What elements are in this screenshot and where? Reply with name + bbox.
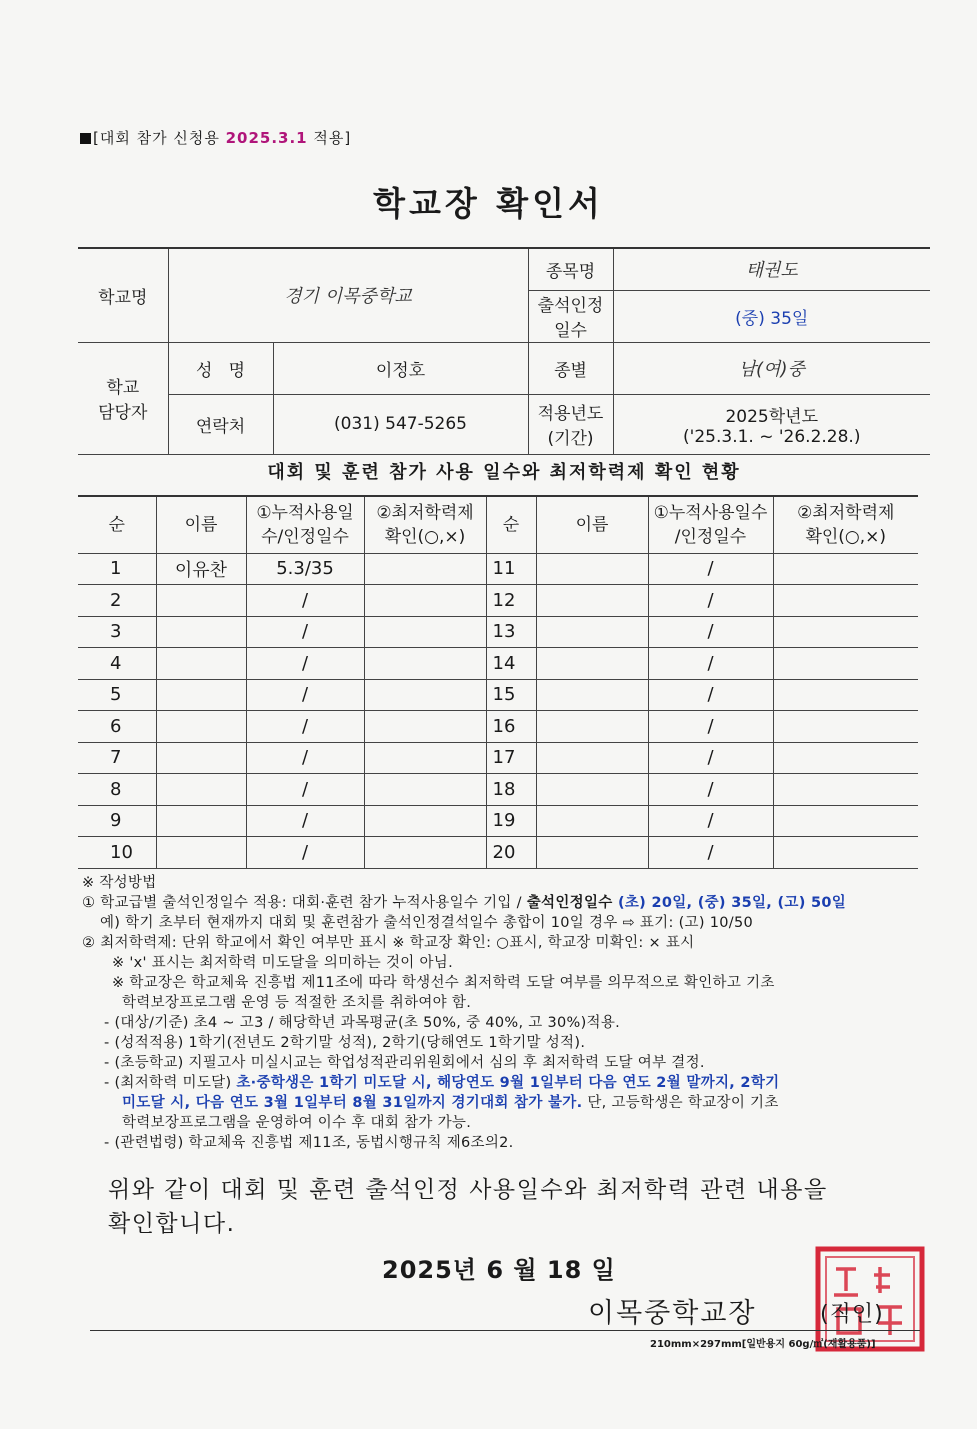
table-row bbox=[78, 585, 918, 617]
row-min-academic bbox=[364, 679, 486, 711]
row-name-right bbox=[536, 711, 648, 743]
row-days-right: / bbox=[648, 648, 773, 680]
table-row bbox=[78, 774, 918, 806]
notes-heading: ※ 작성방법 bbox=[82, 875, 157, 891]
row-days-right: / bbox=[648, 742, 773, 774]
table-row bbox=[78, 711, 918, 743]
row-seq: 9 bbox=[78, 805, 156, 837]
table-row bbox=[78, 679, 918, 711]
row-seq: 1 bbox=[78, 553, 156, 585]
detail-5: - (관련법령) 학교체육 진흥법 제11조, 동법시행규칙 제6조의2. bbox=[104, 1135, 514, 1151]
name-label: 성 명 bbox=[168, 342, 273, 394]
row-min-academic-right bbox=[773, 837, 918, 869]
note-2-x: ※ 'x' 표시는 최저학력 미도달을 의미하는 것이 아님. bbox=[112, 955, 454, 971]
row-seq-right: 16 bbox=[486, 711, 536, 743]
table-header-row bbox=[78, 496, 918, 553]
col-name-right: 이름 bbox=[536, 496, 648, 553]
contact-label: 연락처 bbox=[168, 394, 273, 454]
row-days: / bbox=[246, 805, 364, 837]
attendance-label: 출석인정 일수 bbox=[528, 290, 613, 342]
row-seq-right: 14 bbox=[486, 648, 536, 680]
row-seq-right: 19 bbox=[486, 805, 536, 837]
sport-value: 태권도 bbox=[613, 248, 930, 290]
contact-value: (031) 547-5265 bbox=[273, 394, 528, 454]
row-name bbox=[156, 585, 246, 617]
row-name bbox=[156, 616, 246, 648]
table-row bbox=[78, 616, 918, 648]
row-days-right: / bbox=[648, 553, 773, 585]
row-name-right bbox=[536, 585, 648, 617]
confirmation-text: 위와 같이 대회 및 훈련 출석인정 사용일수와 최저학력 관련 내용을 확인합니다. bbox=[108, 1177, 828, 1237]
row-name-right bbox=[536, 742, 648, 774]
note-2: ② 최저학력제: 단위 학교에서 확인 여부만 표시 ※ 학교장 확인: ○표시, 학교장 미확인: × 표시 bbox=[82, 935, 695, 951]
col-name: 이름 bbox=[156, 496, 246, 553]
attendance-value: (중) 35일 bbox=[613, 290, 930, 342]
row-seq-right: 20 bbox=[486, 837, 536, 869]
note-1-example: 예) 학기 초부터 현재까지 대회 및 훈련참가 출석인정결석일수 총합이 10일 경우 ⇨ 표기: (고) 10/50 bbox=[100, 915, 754, 931]
row-days-right: / bbox=[648, 805, 773, 837]
row-min-academic-right bbox=[773, 711, 918, 743]
row-days: / bbox=[246, 679, 364, 711]
row-seq: 7 bbox=[78, 742, 156, 774]
col-min-academic-right: ②최저학력제 확인(○,×) bbox=[773, 496, 918, 553]
row-days: / bbox=[246, 616, 364, 648]
row-name-right bbox=[536, 679, 648, 711]
row-seq-right: 11 bbox=[486, 553, 536, 585]
name-value: 이정호 bbox=[273, 342, 528, 394]
year-value: 2025학년도 ('25.3.1. ~ '26.2.28.) bbox=[613, 394, 930, 454]
row-seq-right: 17 bbox=[486, 742, 536, 774]
row-min-academic-right bbox=[773, 648, 918, 680]
row-seq-right: 12 bbox=[486, 585, 536, 617]
row-min-academic bbox=[364, 774, 486, 806]
row-min-academic-right bbox=[773, 616, 918, 648]
col-min-academic: ②최저학력제 확인(○,×) bbox=[364, 496, 486, 553]
row-min-academic bbox=[364, 616, 486, 648]
note-1: ① 학교급별 출석인정일수 적용: 대회·훈련 참가 누적사용일수 기입 / 출석인정일수 (초) 20일, (중) 35일, (고) 50일 bbox=[82, 895, 847, 911]
detail-4-cont: 미도달 시, 다음 연도 3월 1일부터 8월 31일까지 경기대회 참가 불가. 단, 고등학생은 학교장이 기초 bbox=[122, 1095, 779, 1111]
row-name bbox=[156, 648, 246, 680]
kind-label: 종별 bbox=[528, 342, 613, 394]
row-days: / bbox=[246, 648, 364, 680]
row-days-right: / bbox=[648, 711, 773, 743]
document-title: 학교장 확인서 bbox=[373, 184, 604, 223]
row-seq: 2 bbox=[78, 585, 156, 617]
detail-2: - (성적적용) 1학기(전년도 2학기말 성적), 2학기(당해연도 1학기말 성적). bbox=[104, 1035, 586, 1051]
row-name bbox=[156, 711, 246, 743]
table-row bbox=[78, 648, 918, 680]
row-min-academic bbox=[364, 805, 486, 837]
row-name-right bbox=[536, 837, 648, 869]
row-days-right: / bbox=[648, 585, 773, 617]
row-seq: 10 bbox=[78, 837, 156, 869]
detail-4-cont2: 학력보장프로그램을 운영하여 이수 후 대회 참가 가능. bbox=[122, 1115, 472, 1131]
row-name-right bbox=[536, 648, 648, 680]
note-2-principal-cont: 학력보장프로그램 운영 등 적절한 조치를 취하여야 함. bbox=[122, 995, 472, 1011]
row-seq-right: 18 bbox=[486, 774, 536, 806]
document-date: 2025년 6 월 18 일 bbox=[382, 1256, 616, 1284]
row-min-academic bbox=[364, 711, 486, 743]
row-seq-right: 15 bbox=[486, 679, 536, 711]
row-seq: 5 bbox=[78, 679, 156, 711]
status-table bbox=[78, 495, 918, 869]
col-seq-right: 순 bbox=[486, 496, 536, 553]
row-name: 이유찬 bbox=[156, 553, 246, 585]
row-min-academic-right bbox=[773, 553, 918, 585]
manager-label: 학교 담당자 bbox=[78, 342, 168, 454]
kind-value: 남(여)중 bbox=[613, 342, 930, 394]
row-min-academic bbox=[364, 837, 486, 869]
application-note: [대회 참가 신청용 2025.3.1 적용] bbox=[80, 127, 351, 148]
row-name-right bbox=[536, 774, 648, 806]
seal-label: (직인) bbox=[820, 1302, 884, 1327]
paper-spec: 210mm×297mm[일반용지 60g/㎡(재활용품)] bbox=[650, 1339, 876, 1350]
info-table bbox=[78, 247, 930, 455]
square-bullet-icon bbox=[80, 133, 91, 144]
row-name bbox=[156, 774, 246, 806]
row-days: / bbox=[246, 711, 364, 743]
row-seq: 6 bbox=[78, 711, 156, 743]
footer-divider bbox=[90, 1330, 920, 1331]
row-name bbox=[156, 742, 246, 774]
principal-signature: 이목중학교장 bbox=[588, 1298, 757, 1329]
row-min-academic bbox=[364, 648, 486, 680]
table-row bbox=[78, 837, 918, 869]
row-min-academic-right bbox=[773, 679, 918, 711]
row-days-right: / bbox=[648, 774, 773, 806]
row-days: / bbox=[246, 837, 364, 869]
row-days-right: / bbox=[648, 616, 773, 648]
row-name-right bbox=[536, 805, 648, 837]
row-seq: 3 bbox=[78, 616, 156, 648]
row-days: / bbox=[246, 585, 364, 617]
row-name bbox=[156, 679, 246, 711]
row-min-academic-right bbox=[773, 774, 918, 806]
row-seq-right: 13 bbox=[486, 616, 536, 648]
row-name-right bbox=[536, 553, 648, 585]
sport-label: 종목명 bbox=[528, 248, 613, 290]
detail-3: - (초등학교) 지필고사 미실시교는 학업성적관리위원회에서 심의 후 최저학력 도달 여부 결정. bbox=[104, 1055, 705, 1071]
note-2-principal: ※ 학교장은 학교체육 진흥법 제11조에 따라 학생선수 최저학력 도달 여부를 의무적으로 확인하고 기초 bbox=[112, 975, 775, 991]
school-label: 학교명 bbox=[78, 248, 168, 342]
detail-4: - (최저학력 미도달) 초·중학생은 1학기 미도달 시, 해당연도 9월 1일부터 다음 연도 2월 말까지, 2학기 bbox=[104, 1075, 780, 1091]
row-seq: 4 bbox=[78, 648, 156, 680]
row-days: / bbox=[246, 742, 364, 774]
col-days-right: ①누적사용일수 /인정일수 bbox=[648, 496, 773, 553]
row-name-right bbox=[536, 616, 648, 648]
row-days-right: / bbox=[648, 679, 773, 711]
col-seq: 순 bbox=[78, 496, 156, 553]
row-min-academic-right bbox=[773, 742, 918, 774]
row-min-academic-right bbox=[773, 585, 918, 617]
section-title: 대회 및 훈련 참가 사용 일수와 최저학력제 확인 현황 bbox=[267, 462, 741, 483]
writing-instructions bbox=[82, 873, 912, 1153]
table-row bbox=[78, 742, 918, 774]
row-min-academic bbox=[364, 553, 486, 585]
row-days: / bbox=[246, 774, 364, 806]
row-name bbox=[156, 805, 246, 837]
row-min-academic bbox=[364, 742, 486, 774]
row-days: 5.3/35 bbox=[246, 553, 364, 585]
row-min-academic-right bbox=[773, 805, 918, 837]
school-value: 경기 이목중학교 bbox=[168, 248, 528, 342]
table-row bbox=[78, 553, 918, 585]
year-label: 적용년도 (기간) bbox=[528, 394, 613, 454]
row-min-academic bbox=[364, 585, 486, 617]
row-days-right: / bbox=[648, 837, 773, 869]
row-seq: 8 bbox=[78, 774, 156, 806]
row-name bbox=[156, 837, 246, 869]
col-days: ①누적사용일 수/인정일수 bbox=[246, 496, 364, 553]
table-row bbox=[78, 805, 918, 837]
detail-1: - (대상/기준) 초4 ~ 고3 / 해당학년 과목평균(초 50%, 중 40%, 고 30%)적용. bbox=[104, 1015, 621, 1031]
